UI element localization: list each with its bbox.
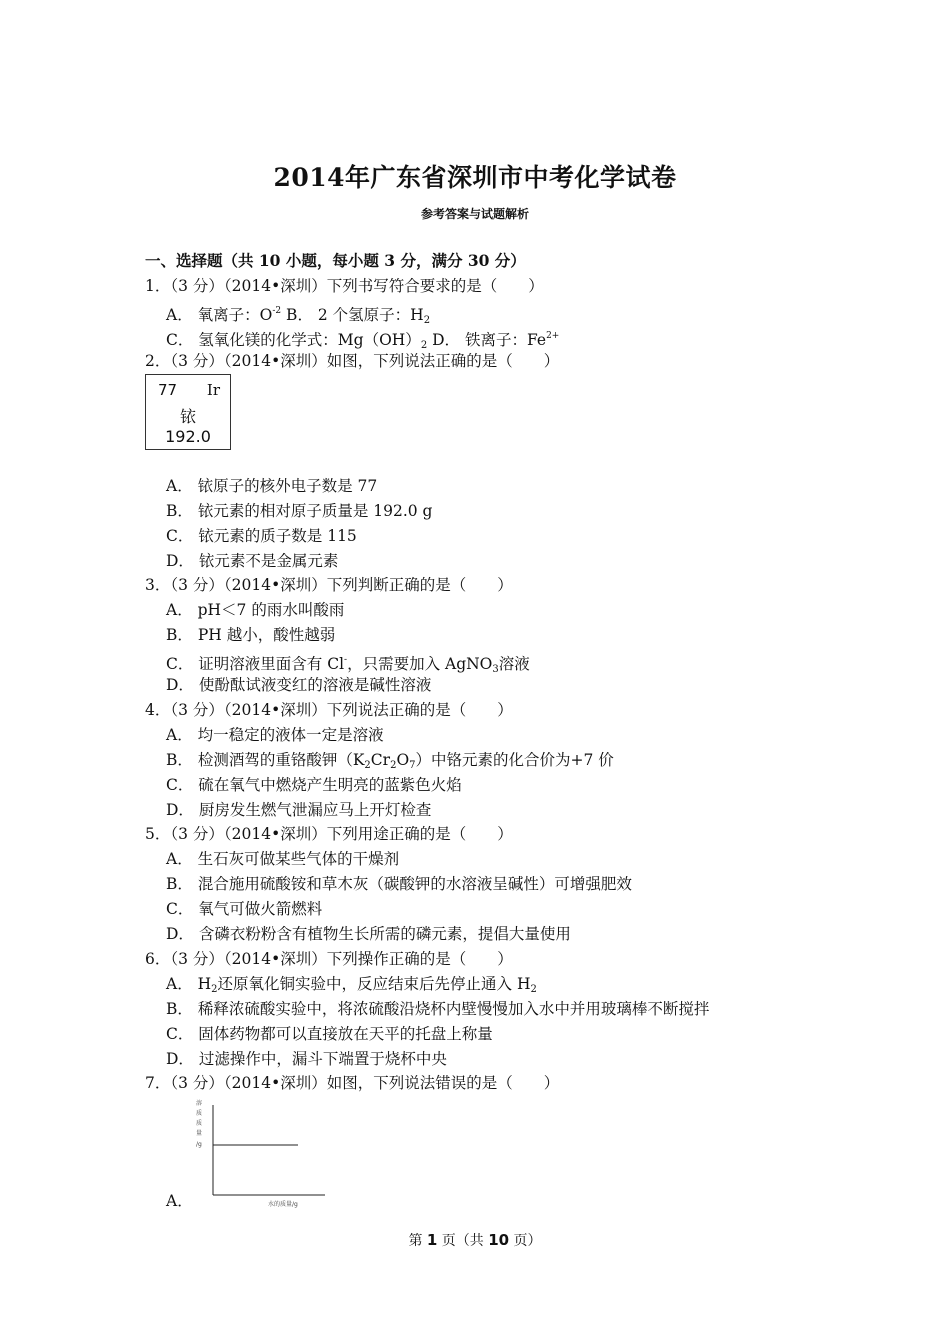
q4-option-b-mid1: Cr <box>370 751 391 769</box>
q6-option-a-sub2: 2 <box>530 984 537 995</box>
footer-suffix: 页） <box>509 1233 542 1249</box>
question-4-stem: 4．（3 分）（2014•深圳）下列说法正确的是（ ） <box>145 701 513 719</box>
q3-option-d: D． 使酚酞试液变红的溶液是碱性溶液 <box>166 676 432 694</box>
q3-option-b: B． PH 越小，酸性越弱 <box>166 626 336 644</box>
footer-page-number: 1 <box>426 1231 438 1249</box>
element-atomic-number: 77 <box>158 381 178 399</box>
q4-option-b-mid2: O <box>396 751 410 769</box>
question-1-stem: 1．（3 分）（2014•深圳）下列书写符合要求的是（ ） <box>145 277 544 295</box>
q6-option-a <box>166 974 537 1000</box>
q6-option-a-mid: 还原氧化铜实验中，反应结束后先停止通入 H <box>217 975 531 993</box>
q3-option-c-post: 溶液 <box>498 655 530 673</box>
q1-option-b: B． 2 个氢原子：H <box>281 306 424 324</box>
q5-option-a: A． 生石灰可做某些气体的干燥剂 <box>166 850 400 868</box>
q4-option-b-post: ）中铬元素的化合价为+7 价 <box>415 751 614 769</box>
page-footer <box>0 1230 950 1250</box>
q1-option-d: D． 铁离子：Fe <box>427 331 547 349</box>
element-symbol: Ir <box>206 381 220 399</box>
graph-xlabel: 水的质量/g <box>268 1201 298 1208</box>
q4-option-c: C． 硫在氧气中燃烧产生明亮的蓝紫色火焰 <box>166 776 462 794</box>
q1-option-d-sup: 2+ <box>546 331 560 341</box>
question-2-stem: 2．（3 分）（2014•深圳）如图，下列说法正确的是（ ） <box>145 352 560 370</box>
q1-option-c-sub: 2 <box>420 340 428 351</box>
question-3-stem: 3．（3 分）（2014•深圳）下列判断正确的是（ ） <box>145 576 513 594</box>
q4-option-b-sub2: 2 <box>390 760 397 771</box>
q7-option-a: A． <box>166 1192 193 1210</box>
graph-ylabel-3: 质 <box>196 1120 203 1127</box>
q3-option-a: A． pH＜7 的雨水叫酸雨 <box>166 601 345 619</box>
q6-option-b: B． 稀释浓硫酸实验中，将浓硫酸沿烧杯内壁慢慢加入水中并用玻璃棒不断搅拌 <box>166 1000 710 1018</box>
q2-option-d: D． 铱元素不是金属元素 <box>166 552 339 570</box>
q7-option-a-graph <box>190 1095 330 1210</box>
q5-option-c: C． 氧气可做火箭燃料 <box>166 900 323 918</box>
q4-option-b-text: B． 检测酒驾的重铬酸钾（K <box>166 751 365 769</box>
question-6-stem: 6．（3 分）（2014•深圳）下列操作正确的是（ ） <box>145 950 513 968</box>
element-name: 铱 <box>179 407 196 426</box>
q4-option-d: D． 厨房发生燃气泄漏应马上开灯检查 <box>166 801 432 819</box>
q1-option-b-sub: 2 <box>423 315 431 326</box>
q6-option-c: C． 固体药物都可以直接放在天平的托盘上称量 <box>166 1025 493 1043</box>
q3-option-c-sub: 3 <box>492 664 499 675</box>
q1-option-c: C． 氢氧化镁的化学式：Mg（OH） <box>166 331 421 349</box>
page-title: 2014年广东省深圳市中考化学试卷 <box>273 163 677 192</box>
element-card-iridium <box>145 374 231 450</box>
q4-option-b <box>166 750 614 776</box>
q6-option-a-text: A． H <box>166 975 212 993</box>
page-subtitle: 参考答案与试题解析 <box>420 207 529 221</box>
q2-option-b: B． 铱元素的相对原子质量是 192.0 g <box>166 502 433 520</box>
q1-option-a: A． 氧离子：O <box>166 306 273 324</box>
q2-option-a: A． 铱原子的核外电子数是 77 <box>166 477 378 495</box>
footer-total-pages: 10 <box>488 1231 510 1249</box>
q4-option-b-sub3: 7 <box>409 760 416 771</box>
q3-option-c-mid: ，只需要加入 AgNO <box>347 655 493 673</box>
q4-option-b-sub1: 2 <box>364 760 371 771</box>
question-5-stem: 5．（3 分）（2014•深圳）下列用途正确的是（ ） <box>145 825 513 843</box>
graph-ylabel-1: 溶 <box>196 1100 203 1107</box>
q3-option-c-text: C． 证明溶液里面含有 Cl <box>166 655 345 673</box>
q5-option-d: D． 含磷衣粉粉含有植物生长所需的磷元素，提倡大量使用 <box>166 925 571 943</box>
q2-option-c: C． 铱元素的质子数是 115 <box>166 527 357 545</box>
graph-ylabel-4: 量 <box>196 1130 203 1137</box>
question-7-stem: 7．（3 分）（2014•深圳）如图，下列说法错误的是（ ） <box>145 1074 560 1092</box>
q1-option-a-sup: -2 <box>272 306 282 316</box>
section-heading: 一、选择题（共 10 小题，每小题 3 分，满分 30 分） <box>145 251 526 270</box>
q6-option-a-sub1: 2 <box>211 984 218 995</box>
graph-ylabel-2: 质 <box>196 1110 203 1117</box>
q3-option-c-sup: - <box>344 655 348 665</box>
footer-middle: 页（共 <box>437 1233 489 1249</box>
footer-prefix: 第 <box>408 1233 427 1249</box>
q6-option-d: D． 过滤操作中，漏斗下端置于烧杯中央 <box>166 1050 447 1068</box>
graph-ylabel-5: /g <box>196 1141 202 1148</box>
q4-option-a: A． 均一稳定的液体一定是溶液 <box>166 726 384 744</box>
element-atomic-mass: 192.0 <box>165 427 211 446</box>
q5-option-b: B． 混合施用硫酸铵和草木灰（碳酸钾的水溶液呈碱性）可增强肥效 <box>166 875 632 893</box>
